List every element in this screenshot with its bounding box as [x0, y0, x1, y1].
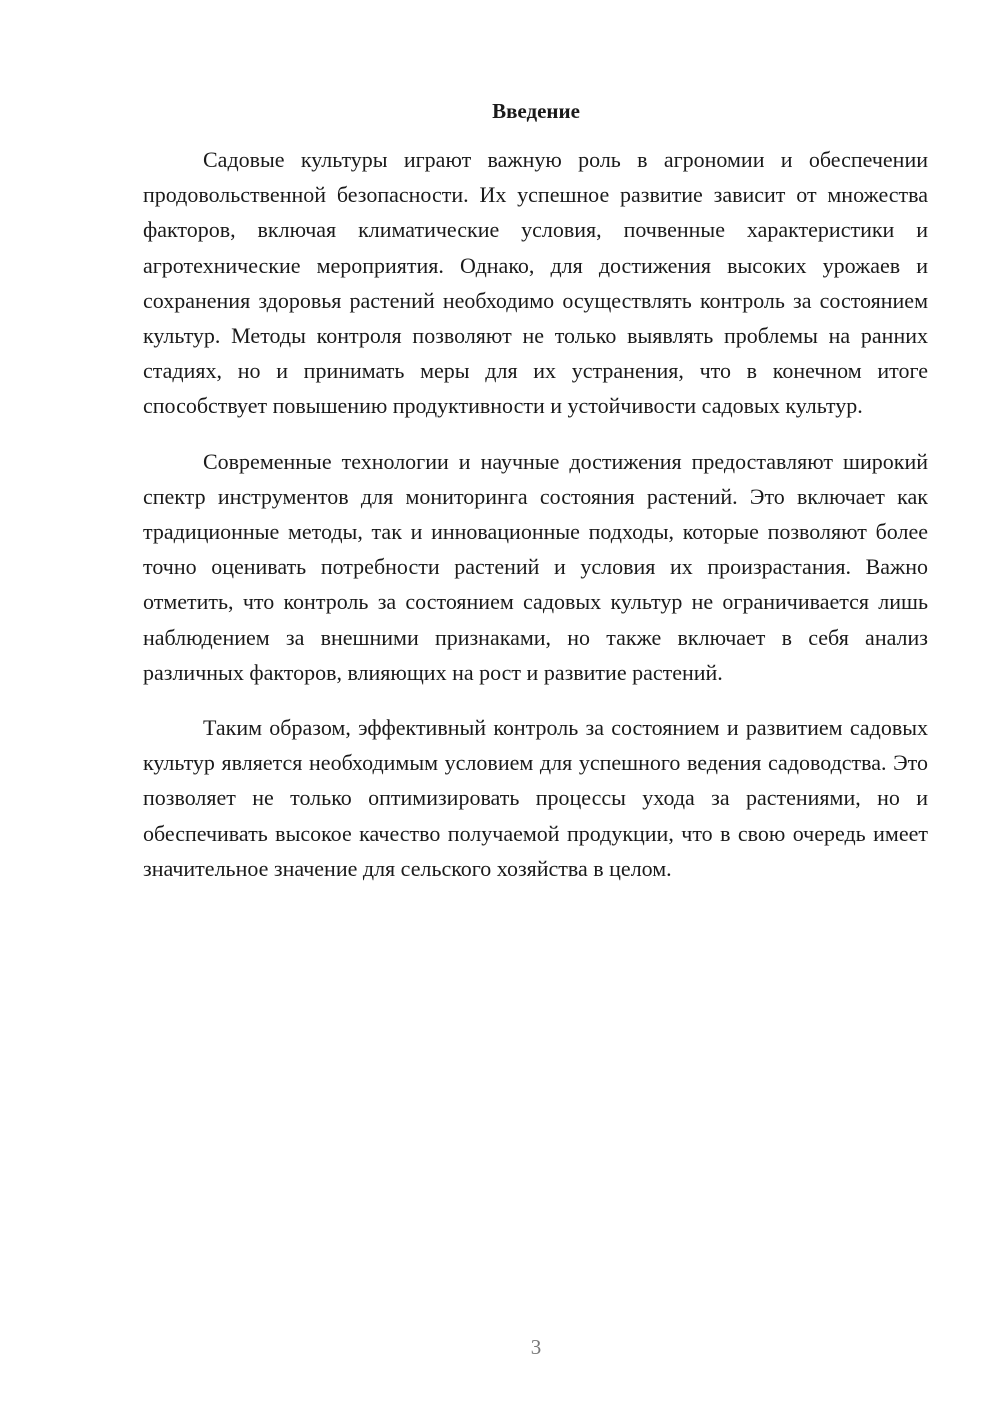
- paragraph-1: Садовые культуры играют важную роль в агрономии и обеспечении продовольственной безопасности. Их успешное развитие зависит от множества факторов, включая климатические условия, почвенные характеристики и агротехнические мероприятия. Однако, для достижения высоких урожаев и сохранения здоровья растений необходимо осуществлять контроль за состоянием культур. Методы контроля позволяют не только выявлять проблемы на ранних стадиях, но и принимать меры для их устранения, что в конечном итоге способствует повышению продуктивности и устойчивости садовых культур.: [143, 147, 928, 419]
- paragraph-2: Современные технологии и научные достижения предоставляют широкий спектр инструментов для мониторинга состояния растений. Это включает как традиционные методы, так и инновационные подходы, которые позволяют более точно оценивать потребности растений и условия их произрастания. Важно отметить, что контроль за состоянием садовых культур не ограничивается лишь наблюдением за внешними признаками, но также включает в себя анализ различных факторов, влияющих на рост и развитие растений.: [143, 448, 928, 685]
- paragraph-3: Таким образом, эффективный контроль за состоянием и развитием садовых культур является необходимым условием для успешного ведения садоводства. Это позволяет не только оптимизировать процессы ухода за растениями, но и обеспечивать высокое качество получаемой продукции, что в свою очередь имеет значительное значение для сельского хозяйства в целом.: [143, 715, 928, 881]
- page-number: 3: [530, 1335, 542, 1359]
- body-text: [143, 142, 928, 906]
- section-heading: Введение: [492, 99, 580, 123]
